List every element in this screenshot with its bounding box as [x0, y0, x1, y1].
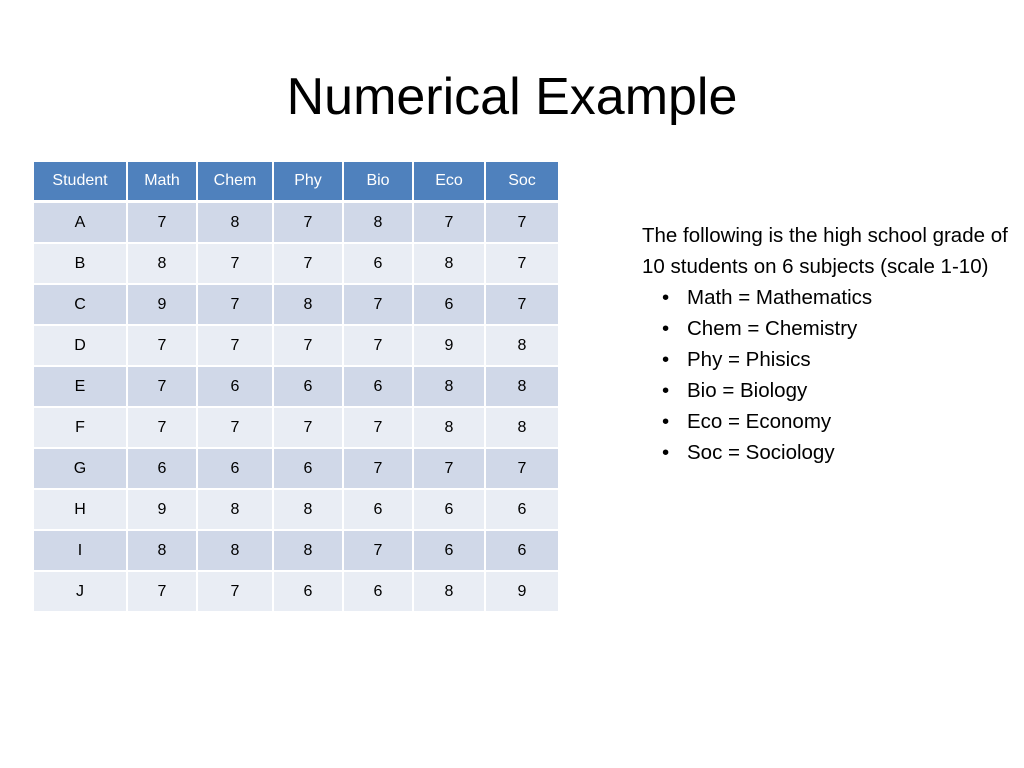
grade-cell: 8 — [198, 203, 274, 244]
table-row — [34, 285, 558, 326]
bullet-icon: • — [662, 410, 670, 433]
grade-cell: 7 — [128, 408, 198, 449]
student-cell: J — [34, 572, 128, 613]
grade-cell: 6 — [128, 449, 198, 490]
grade-cell: 7 — [414, 449, 486, 490]
table-row — [34, 326, 558, 367]
student-cell: G — [34, 449, 128, 490]
grade-cell: 7 — [128, 326, 198, 367]
grade-cell: 8 — [486, 326, 558, 367]
grade-cell: 8 — [486, 367, 558, 408]
grade-cell: 8 — [128, 531, 198, 572]
grade-cell: 6 — [344, 490, 414, 531]
grade-cell: 7 — [274, 326, 344, 367]
grade-cell: 8 — [414, 572, 486, 613]
grade-cell: 7 — [274, 408, 344, 449]
description-intro: The following is the high school grade of 10 students on 6 subjects (scale 1-10) — [642, 224, 1008, 278]
slide-title: Numerical Example — [286, 68, 738, 126]
grade-cell: 6 — [344, 367, 414, 408]
grade-cell: 6 — [414, 490, 486, 531]
list-item-text: Bio = Biology — [687, 379, 808, 402]
grade-cell: 9 — [128, 490, 198, 531]
table-body — [34, 203, 558, 613]
grade-cell: 7 — [344, 326, 414, 367]
grade-cell: 8 — [414, 408, 486, 449]
table-row — [34, 244, 558, 285]
student-cell: H — [34, 490, 128, 531]
grade-cell: 7 — [274, 244, 344, 285]
list-item-text: Eco = Economy — [687, 410, 832, 433]
grade-cell: 7 — [198, 244, 274, 285]
grade-cell: 7 — [198, 326, 274, 367]
grade-cell: 9 — [128, 285, 198, 326]
list-item-text: Phy = Phisics — [687, 348, 811, 371]
list-item — [662, 375, 1012, 406]
grade-cell: 7 — [128, 203, 198, 244]
grade-cell: 7 — [486, 244, 558, 285]
table-row — [34, 408, 558, 449]
table-row — [34, 490, 558, 531]
grade-cell: 7 — [128, 367, 198, 408]
grade-cell: 8 — [344, 203, 414, 244]
grade-cell: 8 — [414, 367, 486, 408]
grade-cell: 7 — [344, 531, 414, 572]
header-chem: Chem — [198, 162, 274, 203]
table-row — [34, 449, 558, 490]
table-row — [34, 572, 558, 613]
grade-cell: 6 — [344, 244, 414, 285]
grade-cell: 6 — [274, 367, 344, 408]
student-cell: F — [34, 408, 128, 449]
student-cell: I — [34, 531, 128, 572]
grade-cell: 8 — [274, 531, 344, 572]
grade-cell: 7 — [274, 203, 344, 244]
grade-cell: 8 — [414, 244, 486, 285]
grade-cell: 7 — [344, 449, 414, 490]
grade-cell: 7 — [486, 285, 558, 326]
grade-cell: 8 — [128, 244, 198, 285]
student-cell: D — [34, 326, 128, 367]
header-student: Student — [34, 162, 128, 203]
abbreviation-list — [642, 282, 1012, 468]
grade-cell: 7 — [128, 572, 198, 613]
grade-cell: 7 — [344, 285, 414, 326]
grade-cell: 8 — [274, 490, 344, 531]
grade-cell: 7 — [198, 572, 274, 613]
list-item — [662, 437, 1012, 468]
bullet-icon: • — [662, 441, 670, 464]
grade-cell: 6 — [274, 572, 344, 613]
header-soc: Soc — [486, 162, 558, 203]
list-item — [662, 344, 1012, 375]
grade-cell: 7 — [198, 285, 274, 326]
grade-cell: 7 — [414, 203, 486, 244]
grade-cell: 6 — [486, 531, 558, 572]
grade-cell: 7 — [486, 449, 558, 490]
student-cell: E — [34, 367, 128, 408]
header-eco: Eco — [414, 162, 486, 203]
list-item-text: Chem = Chemistry — [687, 317, 858, 340]
student-cell: B — [34, 244, 128, 285]
grades-table — [34, 162, 558, 613]
header-phy: Phy — [274, 162, 344, 203]
grade-cell: 6 — [414, 531, 486, 572]
grade-cell: 6 — [274, 449, 344, 490]
grade-cell: 8 — [274, 285, 344, 326]
list-item — [662, 406, 1012, 437]
list-item-text: Soc = Sociology — [687, 441, 835, 464]
table-row — [34, 531, 558, 572]
grade-cell: 6 — [198, 367, 274, 408]
description-panel — [642, 220, 1012, 468]
header-math: Math — [128, 162, 198, 203]
bullet-icon: • — [662, 317, 670, 340]
header-bio: Bio — [344, 162, 414, 203]
list-item-text: Math = Mathematics — [687, 286, 873, 309]
grade-cell: 6 — [414, 285, 486, 326]
grade-cell: 8 — [198, 531, 274, 572]
grade-cell: 9 — [486, 572, 558, 613]
grade-cell: 7 — [344, 408, 414, 449]
bullet-icon: • — [662, 379, 670, 402]
grade-cell: 6 — [486, 490, 558, 531]
bullet-icon: • — [662, 348, 670, 371]
grade-cell: 9 — [414, 326, 486, 367]
student-cell: C — [34, 285, 128, 326]
grade-cell: 6 — [344, 572, 414, 613]
grade-cell: 8 — [486, 408, 558, 449]
grade-cell: 7 — [198, 408, 274, 449]
bullet-icon: • — [662, 286, 670, 309]
list-item — [662, 282, 1012, 313]
grade-cell: 8 — [198, 490, 274, 531]
list-item — [662, 313, 1012, 344]
grade-cell: 6 — [198, 449, 274, 490]
table-row — [34, 203, 558, 244]
table-header-row — [34, 162, 558, 203]
student-cell: A — [34, 203, 128, 244]
grade-cell: 7 — [486, 203, 558, 244]
table-row — [34, 367, 558, 408]
